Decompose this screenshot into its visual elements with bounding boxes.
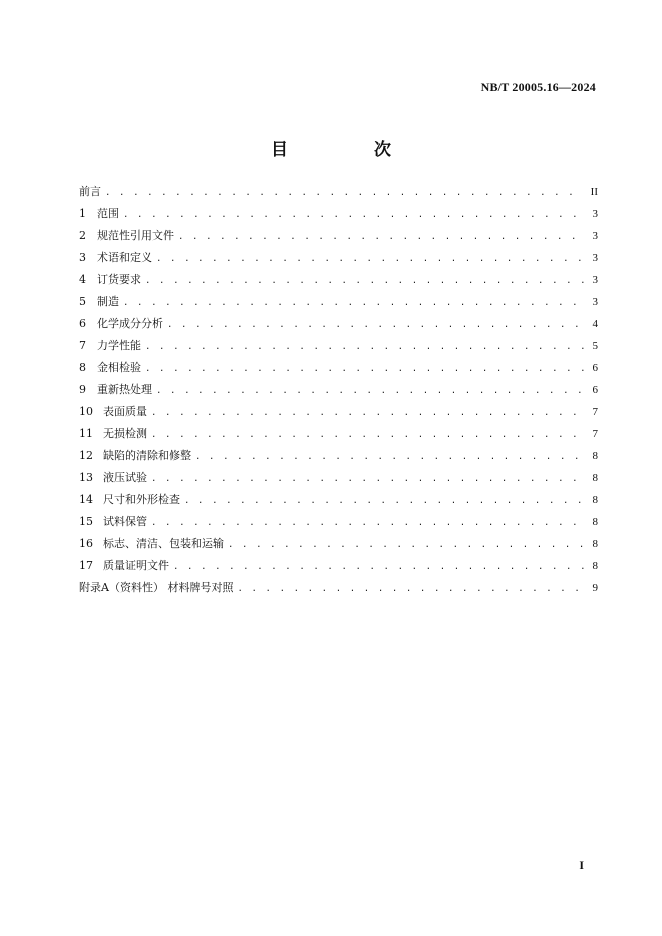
- dot-leader: [105, 182, 584, 204]
- dot-leader: [123, 204, 584, 226]
- toc-entry[interactable]: [79, 269, 598, 291]
- toc-entry-number: 4: [79, 273, 86, 286]
- toc-entry[interactable]: [79, 533, 598, 555]
- toc-entry[interactable]: [79, 511, 598, 533]
- toc-entry-page: 8: [592, 516, 598, 528]
- toc-entry-page: 6: [592, 362, 598, 374]
- toc-entry-number: 7: [79, 339, 86, 352]
- toc-entry-label: 标志、清洁、包装和运输: [103, 537, 224, 550]
- toc-entry[interactable]: [79, 489, 598, 511]
- toc-entry-page: 5: [592, 340, 598, 352]
- toc-entry-label: 规范性引用文件: [97, 229, 174, 242]
- dot-leader: [151, 424, 584, 446]
- toc-entry[interactable]: [79, 423, 598, 445]
- toc-entry-label: 试料保管: [103, 515, 147, 528]
- toc-entry[interactable]: [79, 379, 598, 401]
- toc-entry[interactable]: [79, 313, 598, 335]
- toc-entry-page: 8: [592, 538, 598, 550]
- toc-entry-page: 6: [592, 384, 598, 396]
- dot-leader: [228, 534, 584, 556]
- toc-entry-label: 术语和定义: [97, 251, 152, 264]
- dot-leader: [184, 490, 584, 512]
- toc-entry-page: 3: [592, 230, 598, 242]
- dot-leader: [156, 248, 584, 270]
- toc-entry-number: 13: [79, 471, 93, 484]
- toc-entry-label: 缺陷的清除和修整: [103, 449, 191, 462]
- toc-entry[interactable]: [79, 555, 598, 577]
- toc-entry[interactable]: [79, 357, 598, 379]
- toc-entry-label: 重新热处理: [97, 383, 152, 396]
- dot-leader: [167, 314, 584, 336]
- toc-entry-label: 力学性能: [97, 339, 141, 352]
- dot-leader: [145, 336, 584, 358]
- dot-leader: [123, 292, 584, 314]
- dot-leader: [151, 468, 584, 490]
- toc-entry-number: 16: [79, 537, 93, 550]
- toc-entry[interactable]: [79, 445, 598, 467]
- toc-entry-page: 7: [592, 406, 598, 418]
- toc-entry-label: 附录A（资料性） 材料牌号对照: [79, 581, 234, 594]
- toc-entry-page: 8: [592, 494, 598, 506]
- toc-entry-page: 8: [592, 472, 598, 484]
- dot-leader: [195, 446, 584, 468]
- toc-entry-page: 8: [592, 450, 598, 462]
- toc-entry-number: 9: [79, 383, 86, 396]
- toc-entry[interactable]: [79, 203, 598, 225]
- dot-leader: [145, 358, 584, 380]
- toc-entry-number: 2: [79, 229, 86, 242]
- table-of-contents: [79, 181, 598, 599]
- toc-entry-number: 17: [79, 559, 93, 572]
- toc-entry[interactable]: [79, 225, 598, 247]
- toc-entry-label: 范围: [97, 207, 119, 220]
- dot-leader: [173, 556, 584, 578]
- dot-leader: [178, 226, 584, 248]
- toc-entry-number: 10: [79, 405, 93, 418]
- toc-entry-page: 3: [592, 208, 598, 220]
- dot-leader: [151, 512, 584, 534]
- toc-entry[interactable]: [79, 401, 598, 423]
- dot-leader: [237, 578, 584, 600]
- toc-entry-label: 前言: [79, 185, 101, 198]
- page-title: 目 次: [271, 140, 431, 160]
- toc-entry-page: 3: [592, 296, 598, 308]
- toc-entry-label: 表面质量: [103, 405, 147, 418]
- toc-entry-number: 1: [79, 207, 86, 220]
- toc-entry-label: 液压试验: [103, 471, 147, 484]
- toc-entry-page: II: [590, 186, 598, 198]
- dot-leader: [156, 380, 584, 402]
- toc-entry-label: 制造: [97, 295, 119, 308]
- toc-entry-page: 3: [592, 252, 598, 264]
- toc-entry[interactable]: [79, 577, 598, 599]
- toc-entry-page: 8: [592, 560, 598, 572]
- dot-leader: [145, 270, 584, 292]
- toc-entry-page: 4: [592, 318, 598, 330]
- toc-entry-number: 11: [79, 427, 93, 440]
- toc-entry-number: 15: [79, 515, 93, 528]
- toc-entry[interactable]: [79, 181, 598, 203]
- toc-entry[interactable]: [79, 467, 598, 489]
- toc-entry[interactable]: [79, 291, 598, 313]
- toc-entry-label: 尺寸和外形检查: [103, 493, 180, 506]
- toc-entry-label: 订货要求: [97, 273, 141, 286]
- toc-entry-page: 7: [592, 428, 598, 440]
- toc-entry-label: 无损检测: [103, 427, 147, 440]
- dot-leader: [151, 402, 584, 424]
- toc-entry-number: 6: [79, 317, 86, 330]
- toc-entry-label: 化学成分分析: [97, 317, 163, 330]
- toc-entry-number: 14: [79, 493, 93, 506]
- toc-entry-number: 12: [79, 449, 93, 462]
- page-number: I: [579, 858, 584, 872]
- toc-entry-page: 3: [592, 274, 598, 286]
- toc-entry-number: 5: [79, 295, 86, 308]
- toc-entry-number: 8: [79, 361, 86, 374]
- toc-entry-label: 金相检验: [97, 361, 141, 374]
- toc-entry[interactable]: [79, 335, 598, 357]
- toc-entry-page: 9: [592, 582, 598, 594]
- toc-entry-number: 3: [79, 251, 86, 264]
- standard-code: NB/T 20005.16—2024: [480, 80, 596, 94]
- toc-entry-label: 质量证明文件: [103, 559, 169, 572]
- toc-entry[interactable]: [79, 247, 598, 269]
